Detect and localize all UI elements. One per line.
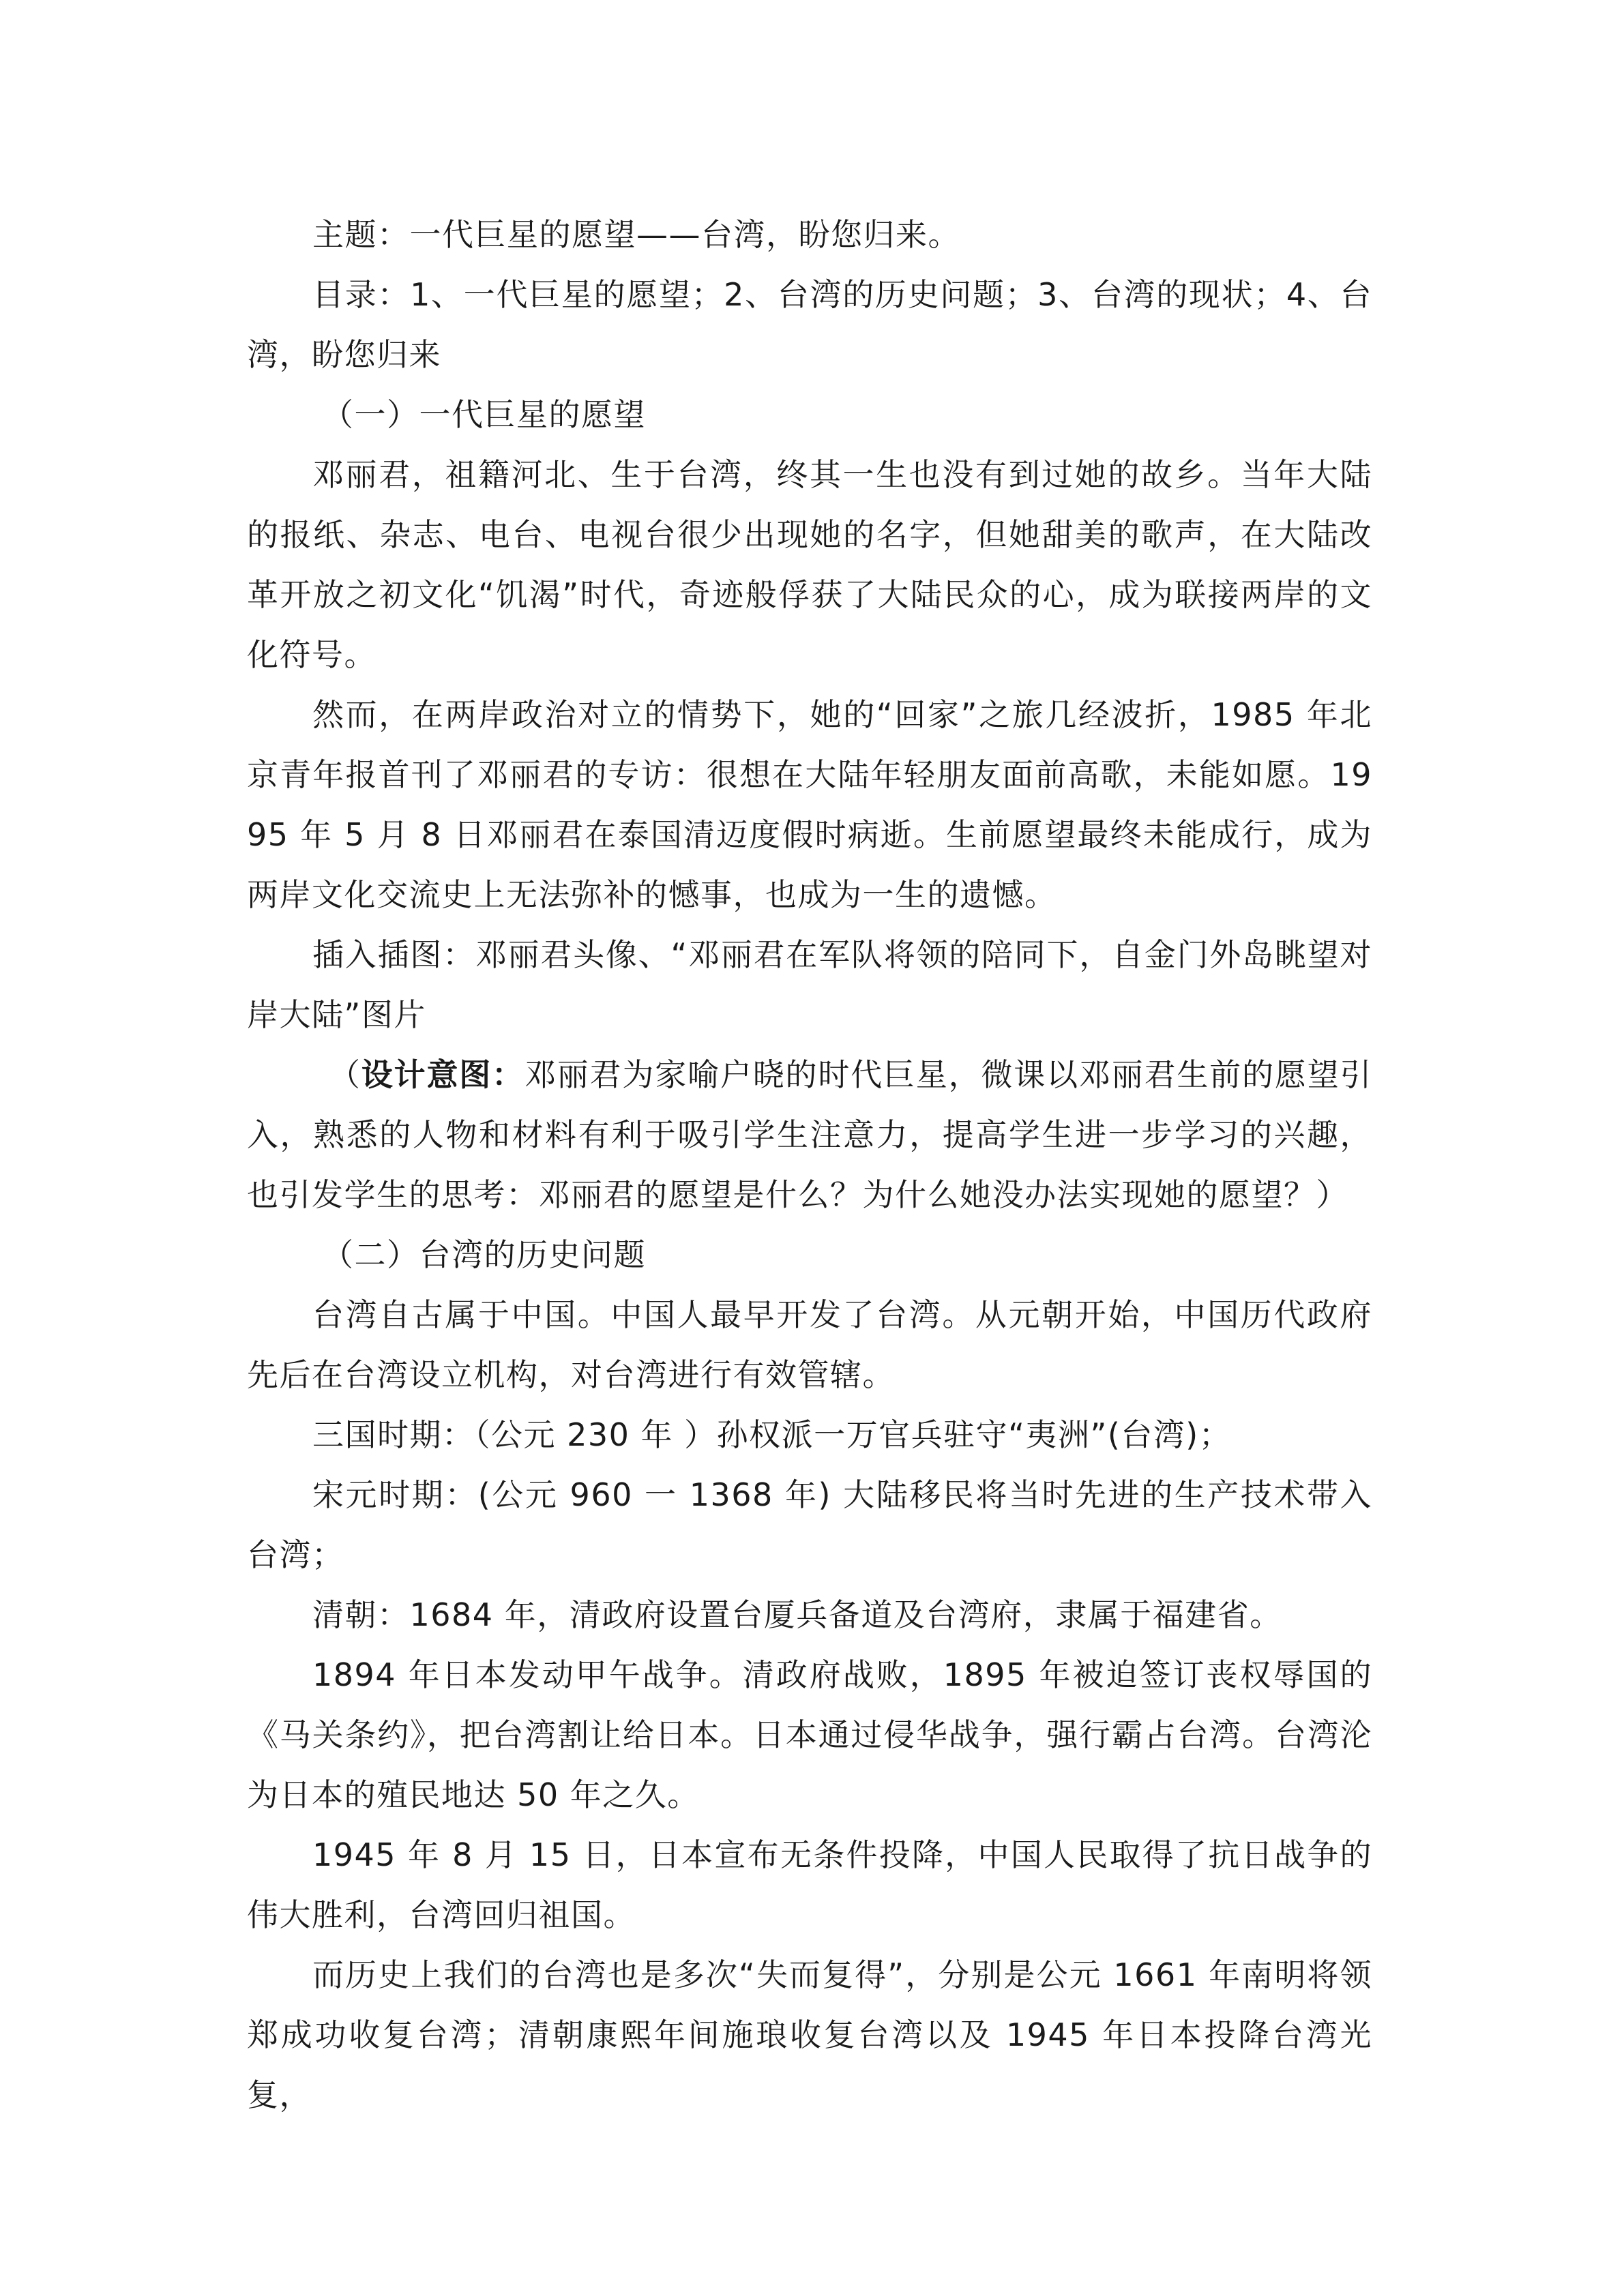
section-1-paragraph-1: 邓丽君，祖籍河北、生于台湾，终其一生也没有到过她的故乡。当年大陆的报纸、杂志、电台、电视台很少出现她的名字，但她甜美的歌声，在大陆改革开放之初文化“饥渴”时代，奇迹般俘获了大陆民众的心，成为联接两岸的文化符号。 [247, 456, 1372, 673]
section-2-paragraph-3: 宋元时期：(公元 960 一 1368 年) 大陆移民将当时先进的生产技术带入台湾； [247, 1476, 1372, 1573]
section-2-paragraph-7: 而历史上我们的台湾也是多次“失而复得”，分别是公元 1661 年南明将领郑成功收复台湾；清朝康熙年间施琅收复台湾以及 1945 年日本投降台湾光复， [247, 1956, 1372, 2113]
section-1-heading: （一）一代巨星的愿望 [322, 396, 646, 433]
document-body [247, 205, 1372, 2125]
section-1-paragraph-3: 插入插图：邓丽君头像、“邓丽君在军队将领的陪同下，自金门外岛眺望对岸大陆”图片 [247, 936, 1372, 1033]
section-2-paragraph-5: 1894 年日本发动甲午战争。清政府战败，1895 年被迫签订丧权辱国的《马关条约》，把台湾割让给日本。日本通过侵华战争，强行霸占台湾。台湾沦为日本的殖民地达 50 年之久。 [247, 1656, 1372, 1813]
section-2-paragraph-2: 三国时期：（公元 230 年 ）孙权派一万官兵驻守“夷洲”(台湾)； [312, 1416, 1232, 1453]
section-2-paragraph-1: 台湾自古属于中国。中国人最早开发了台湾。从元朝开始，中国历代政府先后在台湾设立机构，对台湾进行有效管辖。 [247, 1296, 1372, 1393]
design-intent-paragraph: （设计意图：邓丽君为家喻户晓的时代巨星，微课以邓丽君生前的愿望引入，熟悉的人物和材料有利于吸引学生注意力，提高学生进一步学习的兴趣，也引发学生的思考：邓丽君的愿望是什么？为什么她没办法实现她的愿望？） [247, 1056, 1373, 1213]
section-2-heading: （二）台湾的历史问题 [322, 1236, 646, 1273]
design-intent-label: 设计意图： [361, 1056, 525, 1093]
section-2-paragraph-4: 清朝：1684 年，清政府设置台厦兵备道及台湾府，隶属于福建省。 [312, 1596, 1282, 1633]
section-2-paragraph-6: 1945 年 8 月 15 日，日本宣布无条件投降，中国人民取得了抗日战争的伟大胜利，台湾回归祖国。 [247, 1836, 1372, 1933]
design-intent-text: 邓丽君为家喻户晓的时代巨星，微课以邓丽君生前的愿望引入，熟悉的人物和材料有利于吸引学生注意力，提高学生进一步学习的兴趣，也引发学生的思考：邓丽君的愿望是什么？为什么她没办法实现她的愿望？） [247, 1056, 1373, 1213]
table-of-contents: 目录：1、一代巨星的愿望；2、台湾的历史问题；3、台湾的现状；4、台湾，盼您归来 [247, 276, 1372, 373]
section-1-paragraph-2: 然而，在两岸政治对立的情势下，她的“回家”之旅几经波折，1985 年北京青年报首刊了邓丽君的专访：很想在大陆年轻朋友面前高歌，未能如愿。1995 年 5 月 8 日邓丽君在泰国清迈度假时病逝。生前愿望最终未能成行，成为两岸文化交流史上无法弥补的憾事，也成为一生的遗憾。 [247, 696, 1372, 913]
theme-line: 主题：一代巨星的愿望——台湾，盼您归来。 [312, 216, 960, 253]
